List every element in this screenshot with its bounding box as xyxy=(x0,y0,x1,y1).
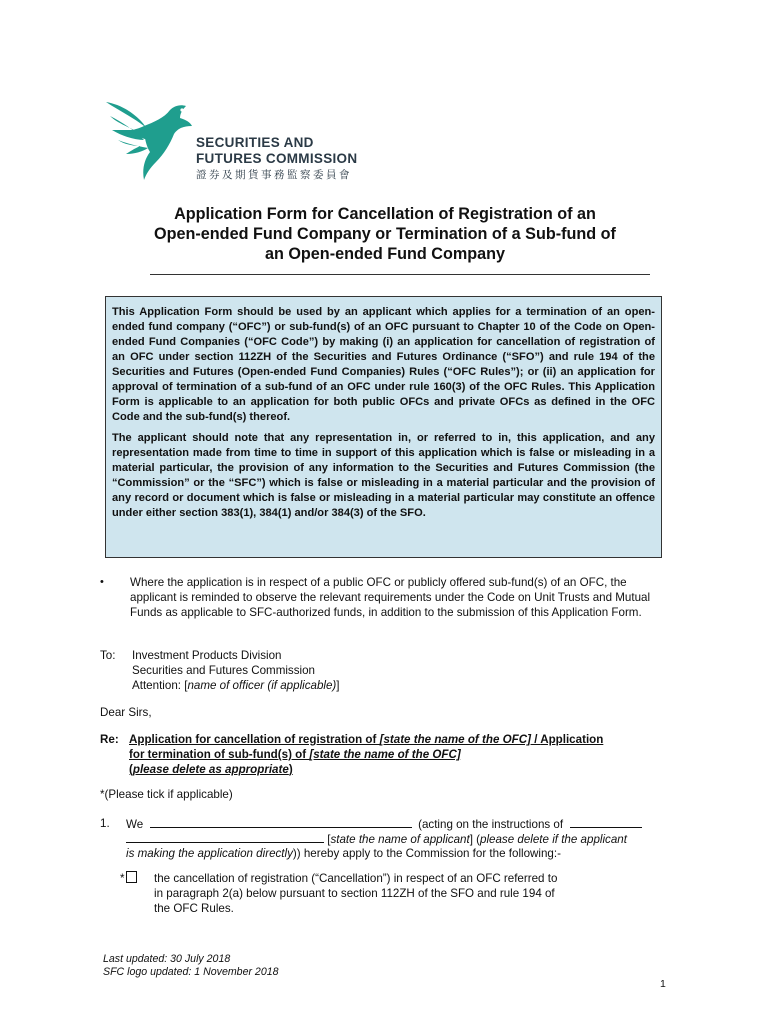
last-updated: Last updated: 30 July 2018 xyxy=(103,953,231,965)
recipient-attention: Attention: [name of officer (if applicable)] xyxy=(132,679,340,692)
cancellation-checkbox[interactable] xyxy=(126,871,137,883)
tick-instruction: *(Please tick if applicable) xyxy=(100,788,233,801)
title-divider xyxy=(150,274,650,275)
logo-text-line1: SECURITIES AND xyxy=(196,135,314,150)
subject-line-1: Application for cancellation of registration of [state the name of the OFC] / Application xyxy=(129,733,604,746)
form-title xyxy=(120,204,650,264)
option-text-line1: the cancellation of registration (“Cancellation”) in respect of an OFC referred to xyxy=(154,872,558,885)
recipient-division: Investment Products Division xyxy=(132,649,282,662)
title-line1: Application Form for Cancellation of Registration of an xyxy=(174,205,596,223)
option-text-line2: in paragraph 2(a) below pursuant to section 112ZH of the SFO and rule 194 of xyxy=(154,887,555,900)
footer-notes xyxy=(103,953,279,979)
instructing-party-field[interactable] xyxy=(570,816,642,828)
paragraph-number: 1. xyxy=(100,817,110,830)
applicant-name-field[interactable] xyxy=(150,816,412,828)
page-number: 1 xyxy=(660,978,666,990)
instructing-party-field-cont[interactable] xyxy=(126,831,324,843)
notice-paragraph-1: This Application Form should be used by an applicant which applies for a termination of an open-ended fund company (“OFC”) or sub-fund(s) of an OFC pursuant to Chapter 10 of the Code on Open-ended Fund Companies (“OFC Code”) by making (i) an application for cancellation of registration of an OFC under section 112ZH of the Securities and Futures Ordinance (“SFO”) and rule 194 of the Securities and Futures (Open-ended Fund Companies) Rules (“OFC Rules”); or (ii) an application for approval of termination of a sub-fund of an OFC under rule 160(3) of the OFC Rules. This Application Form is applicable to an application for both public OFCs and private OFCs as defined in the OFC Code and the sub-fund(s) thereof. xyxy=(112,306,655,423)
sfc-logo xyxy=(104,96,374,180)
eagle-logo-icon xyxy=(104,96,196,180)
re-label: Re: xyxy=(100,733,119,746)
subject-line-3: (please delete as appropriate) xyxy=(129,763,293,776)
recipient-organisation: Securities and Futures Commission xyxy=(132,664,315,677)
salutation: Dear Sirs, xyxy=(100,706,152,719)
logo-text-line2: FUTURES COMMISSION xyxy=(196,151,358,166)
notice-box xyxy=(105,296,662,558)
logo-text-chinese: 證券及期貨事務監察委員會 xyxy=(196,169,352,181)
logo-updated: SFC logo updated: 1 November 2018 xyxy=(103,966,279,978)
notice-paragraph-2: The applicant should note that any representation in, or referred to in, this application, and any representation made from time to time in support of this application which is false or misleading in a material particular, the provision of any information to the Securities and Futures Commission (the “Commission” or the “SFC”) which is false or misleading in a material particular and the provision of any record or document which is false or misleading in a material particular may constitute an offence under either section 383(1), 384(1) and/or 384(3) of the SFO. xyxy=(112,432,655,519)
subject-line-2: for termination of sub-fund(s) of [state the name of the OFC] xyxy=(129,748,461,761)
to-label: To: xyxy=(100,649,116,662)
asterisk: * xyxy=(120,872,125,885)
bullet-icon: • xyxy=(100,576,104,588)
title-line2: Open-ended Fund Company or Termination of a Sub-fund of xyxy=(154,225,616,243)
title-line3: an Open-ended Fund Company xyxy=(264,245,506,263)
bullet-text: Where the application is in respect of a public OFC or publicly offered sub-fund(s) of an OFC, the applicant is reminded to observe the relevant requirements under the Code on Unit Trusts and Mutual Funds as applicable to SFC-authorized funds, in addition to the submission of this Application Form. xyxy=(130,576,651,619)
document-page: SECURITIES AND FUTURES COMMISSION 證券及期貨事務監察委員會 Application Form for Cancellation of Registration of an Open-ended Fund Company or Termination of a Sub-fund of an Open-ended Fund Company This Application Form should be used by an applicant which applies for a termination of an open-ended fund company (“OFC”) or sub-fund(s) of an OFC pursuant to Chapter 10 of the Code on Open-ended Fund Companies (“OFC Code”) by making (i) an application for cancellation of registration of an OFC under section 112ZH of the Securities and Futures Ordinance (“SFO”) and rule 194 of the Securities and Futures (Open-ended Fund Companies) Rules (“OFC Rules”); or (ii) an application for approval of termination of a sub-fund of an OFC under rule 160(3) of the OFC Rules. This Application Form is applicable to an application for both public OFCs and private OFCs as defined in the OFC Code and the sub-fund(s) thereof. The applicant should note that any representation in, or referred to in, this application, and any representation made from time to time in support of this application which is false or misleading in a material particular, the provision of any information to the Securities and Futures Commission (the “Commission” or the “SFC”) which is false or misleading in a material particular and the provision of any record or document which is false or misleading in a material particular may constitute an offence under either section 383(1), 384(1) and/or 384(3) of the SFO. • Where the application is in respect of a public OFC or publicly offered sub-fund(s) of an OFC, the applicant is reminded to observe the relevant requirements under the Code on Unit Trusts and Mutual Funds as applicable to SFC-authorized funds, in addition to the submission of this Application Form. To: Investment Products Division Securities and Futures Commission Attention: [name of officer (if applicable)] Dear Sirs, Re: Application for cancellation of registration of [state the name of the OFC] / Application for termination of sub-fund(s) of [state the name of the OFC] (please delete as appropriate) *(Please tick if applicable) 1. We (acting on the instructions of [state the name of applicant] (please delete if the applicant is making the application directly)) hereby apply to the Commission for the following:- * the cancellation of registration (“Cancellation”) in respect of an OFC referred to in paragraph 2(a) below pursuant to section 112ZH of the SFO and rule 194 of the OFC Rules. Last updated: 30 July 2018 SFC logo updated: 1 November 2018 1 xyxy=(0,0,770,1024)
option-text-line3: the OFC Rules. xyxy=(154,902,234,915)
